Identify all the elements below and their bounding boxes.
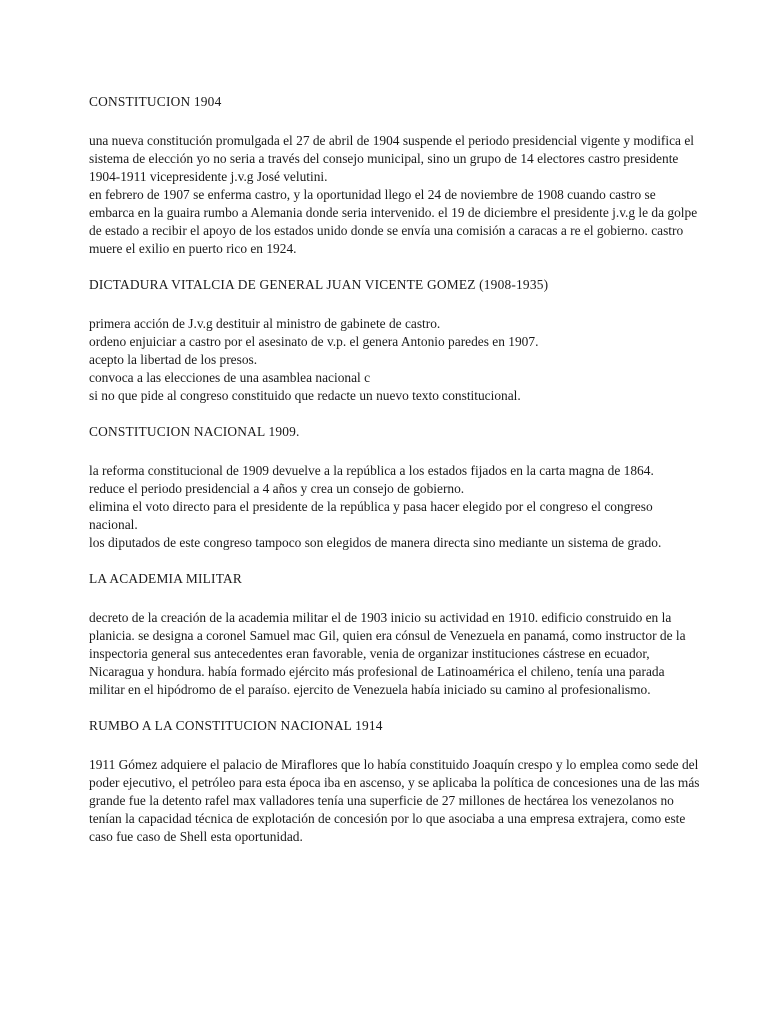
section-heading: LA ACADEMIA MILITAR	[89, 571, 242, 586]
section-dictadura-vitalcia	[89, 276, 701, 405]
section-heading: CONSTITUCION 1904	[89, 94, 222, 109]
paragraph: primera acción de J.v.g destituir al ministro de gabinete de castro.	[89, 316, 441, 331]
paragraph: ordeno enjuiciar a castro por el asesinato de v.p. el genera Antonio paredes en 1907.	[89, 334, 539, 349]
section-heading: CONSTITUCION NACIONAL 1909.	[89, 424, 300, 439]
paragraph: decreto de la creación de la academia militar el de 1903 inicio su actividad en 1910. edificio construido en la planicia. se designa a coronel Samuel mac Gil, quien era cónsul de Venezuela en panamá, como instructor de la inspectoria general sus antecedentes eran favorable, venia de organizar instituciones cástrese en ecuador, Nicaragua y hondura. había formado ejército más profesional de Latinoamérica el chileno, tenía una parada militar en el hipódromo de el paraíso. ejercito de Venezuela había iniciado su camino al profesionalismo.	[89, 610, 686, 697]
paragraph: reduce el periodo presidencial a 4 años y crea un consejo de gobierno.	[89, 481, 465, 496]
paragraph: los diputados de este congreso tampoco son elegidos de manera directa sino mediante un sistema de grado.	[89, 535, 662, 550]
section-constitucion-1904	[89, 93, 701, 258]
paragraph: 1911 Gómez adquiere el palacio de Miraflores que lo había constituido Joaquín crespo y lo emplea como sede del poder ejecutivo, el petróleo para esta época iba en ascenso, y se aplicaba la política de concesiones una de las más grande fue la detento rafel max valladores tenía una superficie de 27 millones de hectárea los venezolanos no tenían la capacidad técnica de explotación de concesión por lo que asociaba a una empresa extrajera, como este caso fue caso de Shell esta oportunidad.	[89, 757, 700, 844]
document-page	[89, 93, 701, 864]
paragraph: la reforma constitucional de 1909 devuelve a la república a los estados fijados en la carta magna de 1864.	[89, 463, 654, 478]
section-heading: RUMBO A LA CONSTITUCION NACIONAL 1914	[89, 718, 383, 733]
paragraph: una nueva constitución promulgada el 27 de abril de 1904 suspende el periodo presidencial vigente y modifica el sistema de elección yo no seria a través del consejo municipal, sino un grupo de 14 electores castro presidente 1904-1911 vicepresidente j.v.g José velutini.	[89, 133, 694, 184]
paragraph: elimina el voto directo para el presidente de la república y pasa hacer elegido por el congreso el congreso nacional.	[89, 499, 653, 532]
paragraph: en febrero de 1907 se enferma castro, y la oportunidad llego el 24 de noviembre de 1908 cuando castro se embarca en la guaira rumbo a Alemania donde seria intervenido. el 19 de diciembre el presidente j.v.g le da golpe de estado a recibir el apoyo de los estados unido donde se envía una comisión a caracas a re el gobierno. castro muere el exilio en puerto rico en 1924.	[89, 187, 698, 256]
section-heading: DICTADURA VITALCIA DE GENERAL JUAN VICENTE GOMEZ (1908-1935)	[89, 277, 549, 292]
section-constitucion-1909	[89, 423, 701, 552]
paragraph: si no que pide al congreso constituido que redacte un nuevo texto constitucional.	[89, 388, 521, 403]
paragraph: convoca a las elecciones de una asamblea nacional c	[89, 370, 371, 385]
paragraph: acepto la libertad de los presos.	[89, 352, 258, 367]
section-academia-militar	[89, 570, 701, 699]
section-rumbo-1914	[89, 717, 701, 846]
